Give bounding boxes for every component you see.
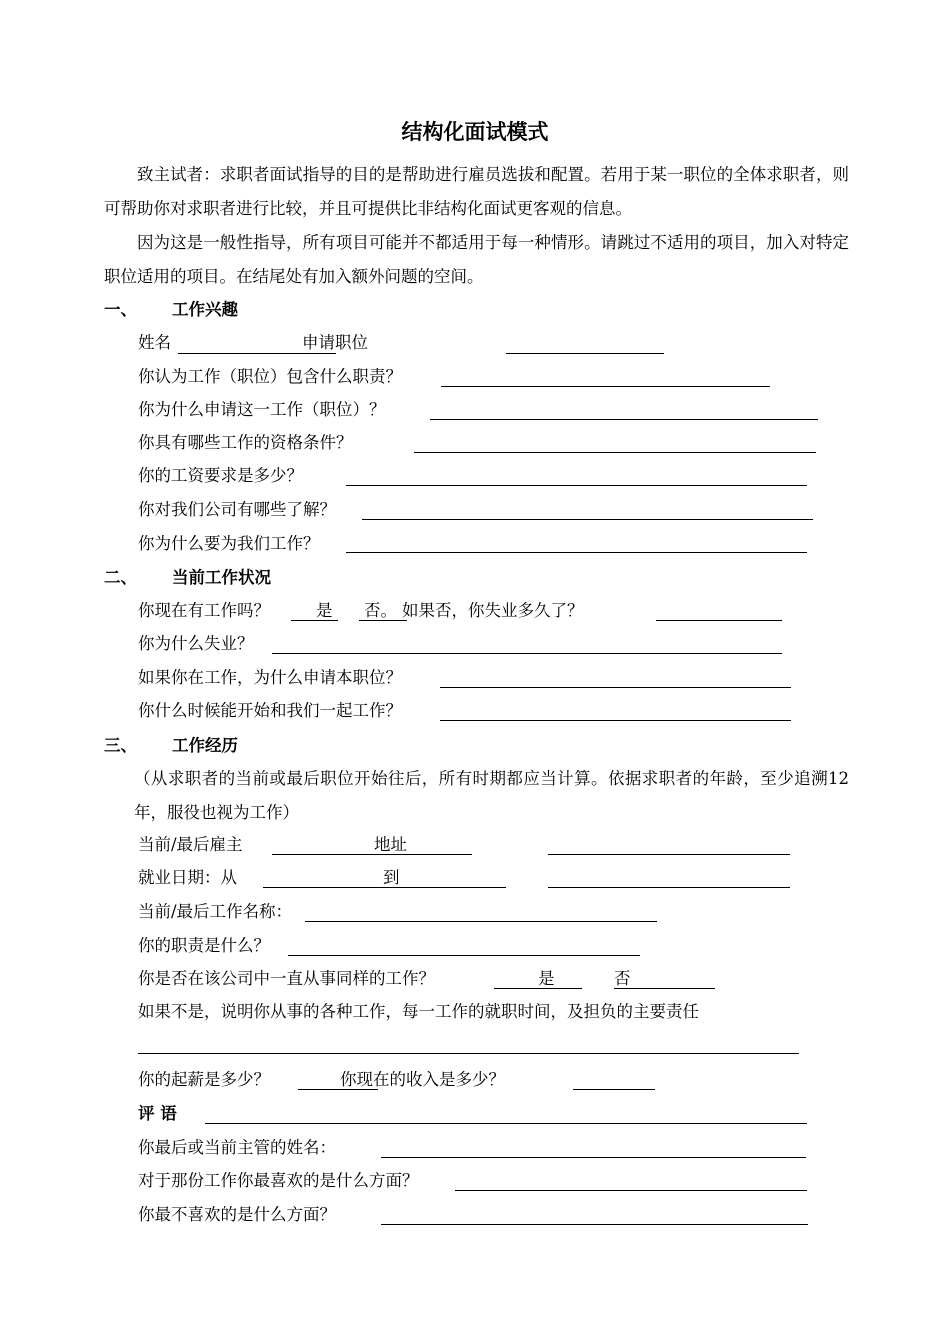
dates-to-label: 到 (383, 868, 400, 887)
question-if-not: 如果不是，说明你从事的各种工作，每一工作的就职时间，及担负的主要责任 (138, 1002, 699, 1021)
answer-blank[interactable] (305, 921, 657, 922)
page-title: 结构化面试模式 (401, 119, 549, 144)
answer-blank[interactable] (362, 519, 813, 520)
address-blank[interactable] (548, 854, 790, 855)
question-why-apply: 你为什么申请这一工作（职位）？ (138, 400, 386, 419)
option-yes[interactable]: 是 (538, 969, 555, 988)
question-start-salary: 你的起薪是多少？ (138, 1070, 270, 1089)
question-company-knowledge: 你对我们公司有哪些了解？ (138, 500, 336, 519)
comment-blank[interactable] (205, 1123, 807, 1124)
answer-blank[interactable] (440, 720, 791, 721)
answer-blank[interactable] (381, 1157, 806, 1158)
work-history-note: （从求职者的当前或最后职位开始往后，所有时期都应当计算。依据求职者的年龄，至少追溯12年，服役也视为工作） (134, 769, 849, 822)
question-supervisor: 你最后或当前主管的姓名： (138, 1138, 336, 1157)
question-same-work: 你是否在该公司中一直从事同样的工作？ (138, 969, 435, 988)
intro-paragraph-1: 致主试者：求职者面试指导的目的是帮助进行雇员选拔和配置。若用于某一职位的全体求职者，则可帮助你对求职者进行比较，并且可提供比非结构化面试更客观的信息。 (104, 165, 849, 218)
question-job-duties: 你的职责是什么？ (138, 936, 270, 955)
answer-blank[interactable] (440, 687, 791, 688)
position-label: 申请职位 (302, 333, 368, 352)
section-2-heading (0, 566, 950, 590)
section-3-heading (0, 734, 950, 758)
answer-blank[interactable] (414, 452, 816, 453)
question-qualifications: 你具有哪些工作的资格条件？ (138, 433, 353, 452)
name-label: 姓名 (138, 333, 171, 352)
option-yes[interactable]: 是 (316, 601, 333, 620)
answer-blank[interactable] (441, 386, 770, 387)
address-label: 地址 (374, 835, 407, 854)
section-number: 三、 (104, 736, 137, 755)
question-employed: 你现在有工作吗？ (138, 601, 270, 620)
job-title-label: 当前/最后工作名称： (138, 902, 293, 921)
answer-blank[interactable] (573, 1089, 655, 1090)
section-number: 二、 (104, 568, 137, 587)
comment-label: 评 语 (138, 1104, 177, 1123)
question-current-income: 在的收入是多少？ (373, 1070, 505, 1089)
current-income-label-part: 你现 (340, 1070, 373, 1089)
question-salary: 你的工资要求是多少？ (138, 466, 303, 485)
option-no[interactable]: 否 (614, 969, 631, 988)
position-blank[interactable] (506, 353, 664, 354)
intro-paragraph-2: 因为这是一般性指导，所有项目可能并不都适用于每一种情形。请跳过不适用的项目，加入对特定职位适用的项目。在结尾处有加入额外问题的空间。 (104, 233, 849, 286)
answer-blank[interactable] (288, 955, 640, 956)
date-to-blank[interactable] (548, 887, 790, 888)
answer-blank[interactable] (346, 552, 807, 553)
answer-blank[interactable] (346, 485, 807, 486)
question-why-unemployed: 你为什么失业？ (138, 634, 254, 653)
question-why-apply-while-employed: 如果你在工作，为什么申请本职位？ (138, 668, 402, 687)
section-number: 一、 (104, 300, 137, 319)
question-liked: 对于那份工作你最喜欢的是什么方面？ (138, 1171, 419, 1190)
question-why-us: 你为什么要为我们工作？ (138, 534, 320, 553)
dates-from-label: 就业日期：从 (138, 868, 237, 887)
section-title: 工作经历 (172, 736, 238, 755)
answer-blank[interactable] (656, 620, 782, 621)
section-title: 工作兴趣 (172, 300, 238, 319)
option-no[interactable]: 否。 (364, 601, 397, 620)
employer-blank[interactable] (272, 854, 472, 855)
answer-blank[interactable] (272, 653, 782, 654)
answer-blank[interactable] (430, 419, 818, 420)
question-unemployed-duration: 如果否，你失业多久了？ (402, 601, 584, 620)
answer-blank[interactable] (138, 1053, 799, 1054)
question-duties: 你认为工作（职位）包含什么职责？ (138, 367, 402, 386)
section-title: 当前工作状况 (172, 568, 271, 587)
question-disliked: 你最不喜欢的是什么方面？ (138, 1205, 336, 1224)
question-start-date: 你什么时候能开始和我们一起工作？ (138, 701, 402, 720)
answer-blank[interactable] (455, 1190, 807, 1191)
answer-blank[interactable] (381, 1224, 808, 1225)
section-1-heading (0, 298, 950, 322)
employer-label: 当前/最后雇主 (138, 835, 243, 854)
